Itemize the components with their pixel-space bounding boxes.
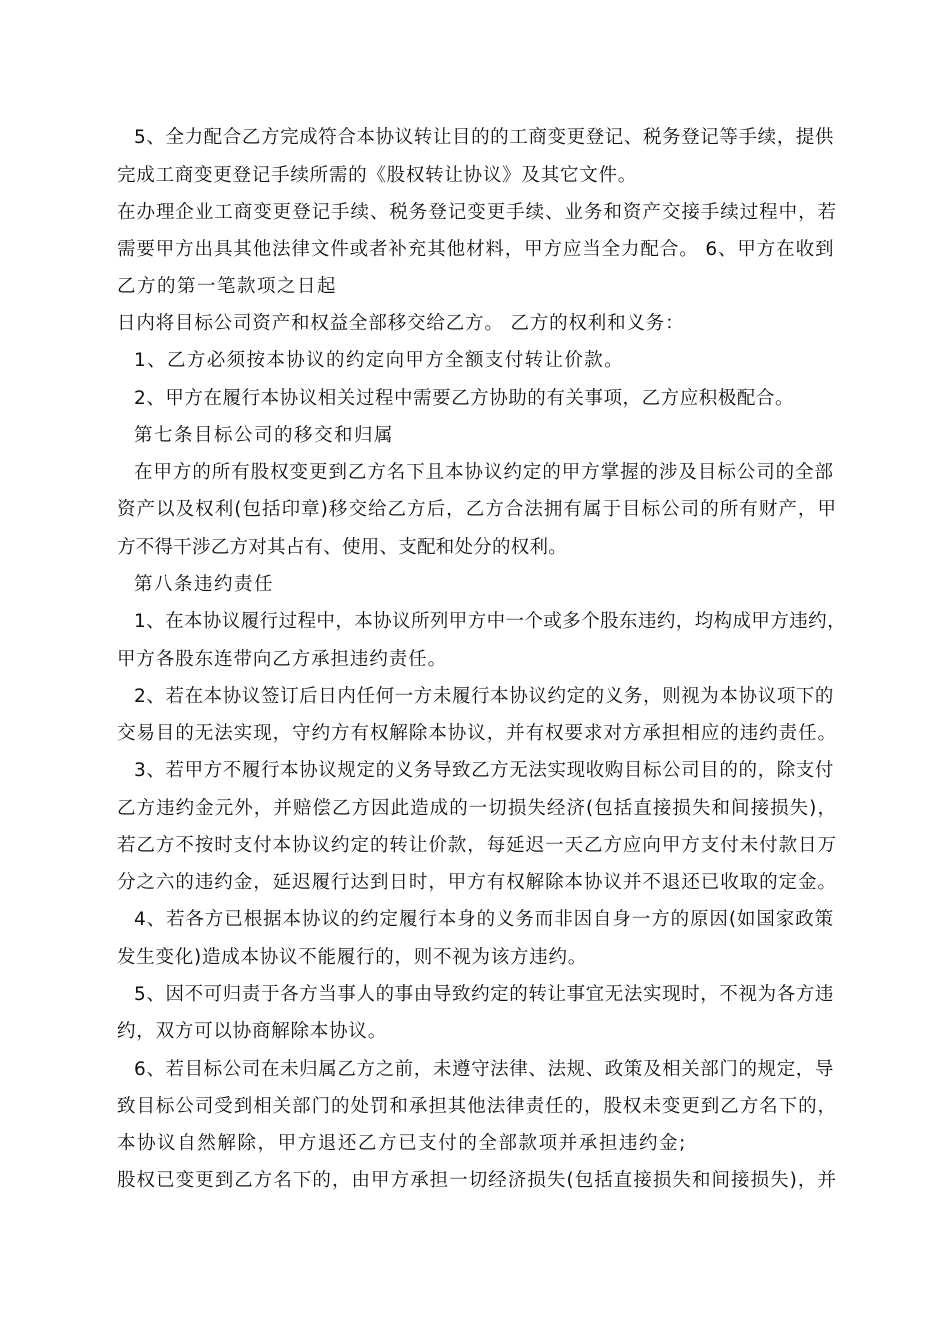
text-line: 发生变化)造成本协议不能履行的，则不视为该方违约。: [117, 947, 587, 968]
text-line: 交易目的无法实现，守约方有权解除本协议，并有权要求对方承担相应的违约责任。: [117, 723, 837, 744]
text-line: 资产以及权利(包括印章)移交给乙方后，乙方合法拥有属于目标公司的所有财产，甲: [117, 499, 837, 520]
text-line: 2、甲方在履行本协议相关过程中需要乙方协助的有关事项，乙方应积极配合。: [134, 388, 794, 409]
section-heading: 第八条违约责任: [134, 574, 274, 595]
text-line: 分之六的违约金，延迟履行达到日时，甲方有权解除本协议并不退还已收取的定金。: [117, 872, 837, 893]
text-line: 致目标公司受到相关部门的处罚和承担其他法律责任的，股权未变更到乙方名下的，: [117, 1096, 837, 1117]
section-heading: 第七条目标公司的移交和归属: [134, 425, 394, 446]
text-line: 在甲方的所有股权变更到乙方名下且本协议约定的甲方掌握的涉及目标公司的全部: [134, 462, 834, 483]
text-line: 5、因不可归责于各方当事人的事由导致约定的转让事宜无法实现时，不视为各方违: [134, 984, 834, 1005]
text-line: 若乙方不按时支付本协议约定的转让价款，每延迟一天乙方应向甲方支付未付款日万: [117, 835, 837, 856]
text-line: 完成工商变更登记手续所需的《股权转让协议》及其它文件。: [117, 165, 637, 186]
text-line: 5、全力配合乙方完成符合本协议转让目的的工商变更登记、税务登记等手续，提供: [134, 127, 834, 148]
text-line: 4、若各方已根据本协议的约定履行本身的义务而非因自身一方的原因(如国家政策: [134, 909, 834, 930]
text-line: 需要甲方出具其他法律文件或者补充其他材料，甲方应当全力配合。 6、甲方在收到: [117, 239, 835, 260]
text-line: 1、乙方必须按本协议的约定向甲方全额支付转让价款。: [134, 350, 624, 371]
text-line: 1、在本协议履行过程中，本协议所列甲方中一个或多个股东违约，均构成甲方违约，: [134, 611, 846, 632]
text-line: 日内将目标公司资产和权益全部移交给乙方。 乙方的权利和义务：: [117, 313, 685, 334]
text-line: 方不得干涉乙方对其占有、使用、支配和处分的权利。: [117, 537, 567, 558]
text-line: 在办理企业工商变更登记手续、税务登记变更手续、业务和资产交接手续过程中，若: [117, 202, 837, 223]
text-line: 约，双方可以协商解除本协议。: [117, 1021, 387, 1042]
text-line: 6、若目标公司在未归属乙方之前，未遵守法律、法规、政策及相关部门的规定，导: [134, 1059, 834, 1080]
text-line: 乙方的第一笔款项之日起: [117, 276, 337, 297]
text-line: 2、若在本协议签订后日内任何一方未履行本协议约定的义务，则视为本协议项下的: [134, 686, 834, 707]
text-line: 乙方违约金元外，并赔偿乙方因此造成的一切损失经济(包括直接损失和间接损失)，: [117, 798, 837, 819]
text-line: 甲方各股东连带向乙方承担违约责任。: [117, 649, 447, 670]
text-line: 本协议自然解除，甲方退还乙方已支付的全部款项并承担违约金;: [117, 1133, 687, 1154]
text-line: 股权已变更到乙方名下的，由甲方承担一切经济损失(包括直接损失和间接损失)，并: [117, 1170, 837, 1191]
text-line: 3、若甲方不履行本协议规定的义务导致乙方无法实现收购目标公司目的的，除支付: [134, 760, 834, 781]
